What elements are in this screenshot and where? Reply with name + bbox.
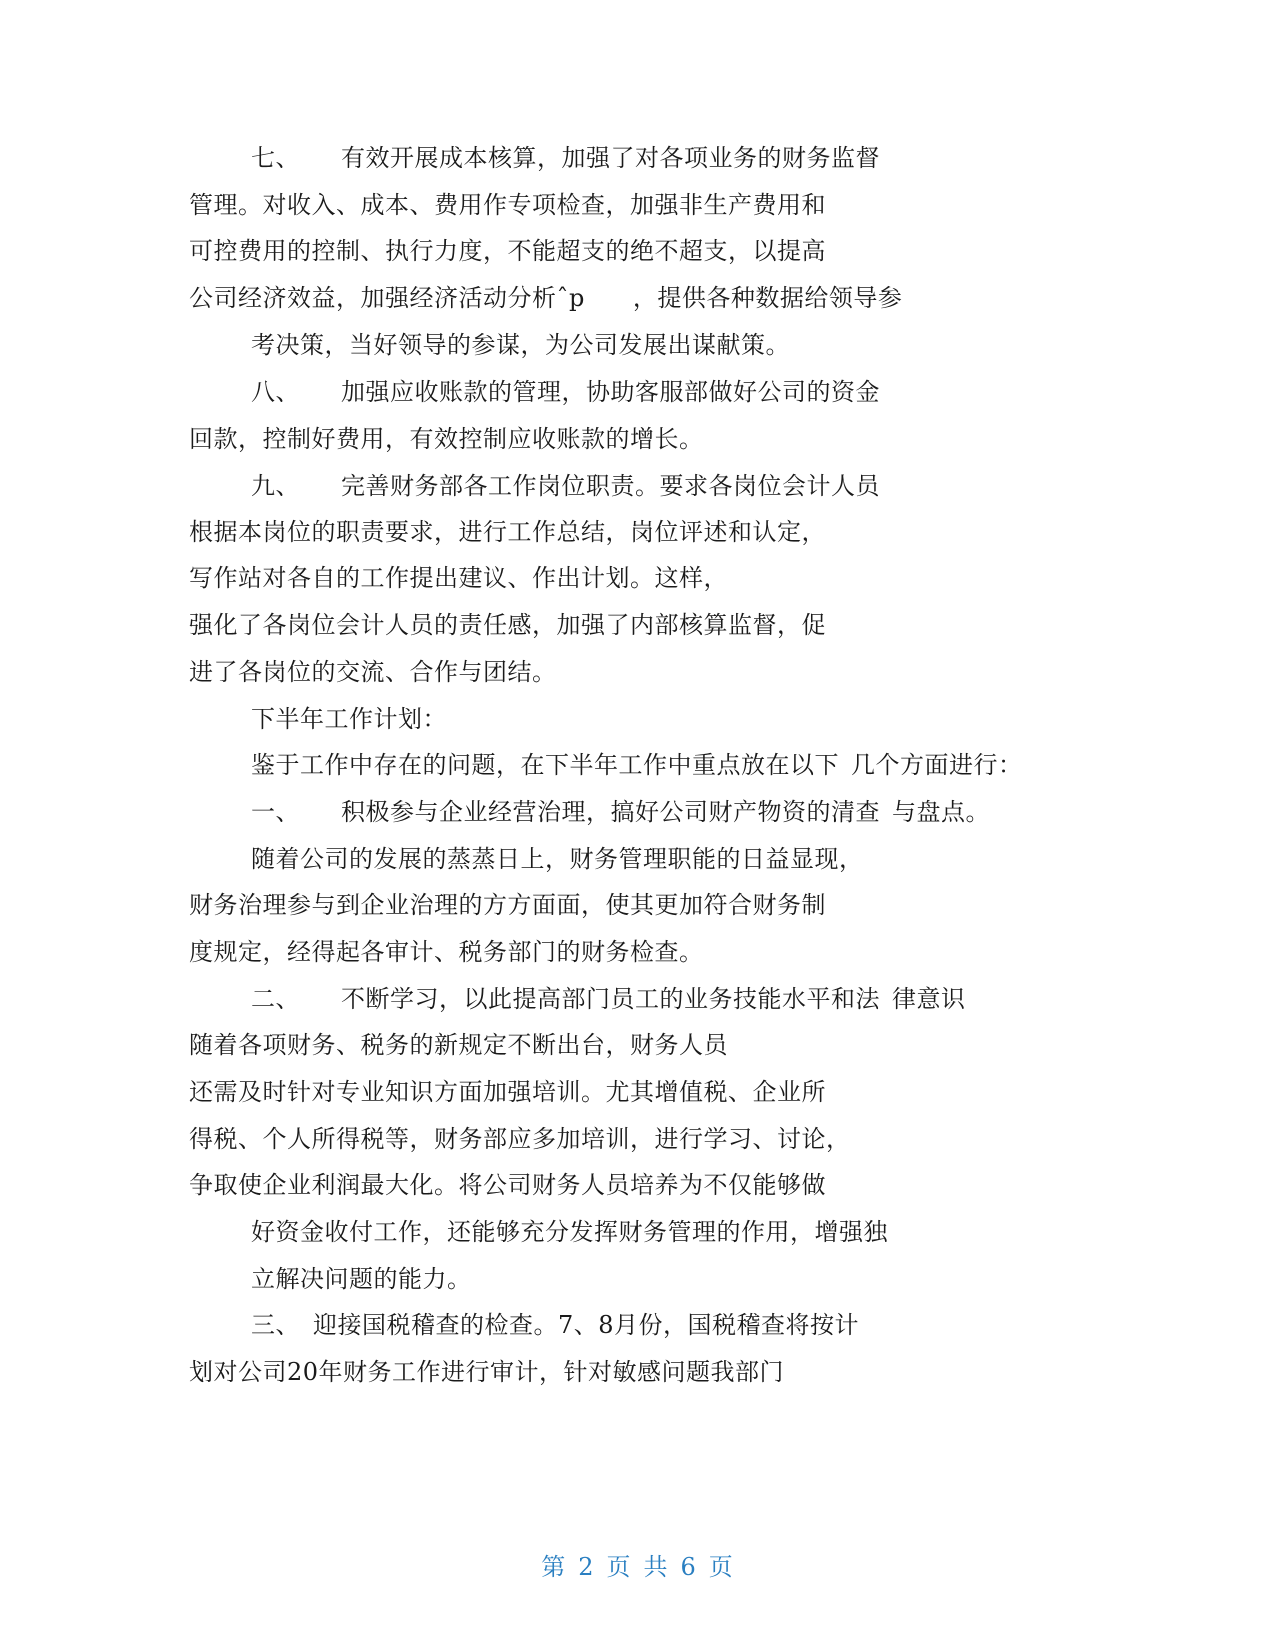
total-page-count: 6 xyxy=(680,1553,697,1581)
paragraph-line xyxy=(189,657,557,687)
line-text: 加强应收账款的管理，协助客服部做好公司的资金 xyxy=(341,378,880,406)
line-text: 进了各岗位的交流、合作与团结。 xyxy=(189,658,557,686)
line-text: 管理。对收入、成本、费用作专项检查，加强非生产费用和 xyxy=(189,191,826,219)
line-text: 不断学习，以此提高部门员工的业务技能水平和法 xyxy=(341,985,880,1013)
paragraph-line xyxy=(251,1264,472,1294)
line-text: 迎接国税稽查的检查。7、8月份，国税稽查将按计 xyxy=(313,1311,860,1339)
line-text: 积极参与企业经营治理，搞好公司财产物资的清查 xyxy=(341,798,880,826)
line-text: 与盘点。 xyxy=(892,798,990,826)
paragraph-line xyxy=(189,1077,826,1107)
line-text: 还需及时针对专业知识方面加强培训。尤其增值税、企业所 xyxy=(189,1078,826,1106)
line-text: 划对公司20年财务工作进行审计，针对敏感问题我部门 xyxy=(189,1358,785,1386)
line-text: 几个方面进行： xyxy=(851,751,1023,779)
line-text: 可控费用的控制、执行力度，不能超支的绝不超支，以提高 xyxy=(189,237,826,265)
paragraph-line xyxy=(251,377,880,407)
line-text: 考决策，当好领导的参谋，为公司发展出谋献策。 xyxy=(251,331,790,359)
section-heading xyxy=(251,704,447,734)
paragraph-line xyxy=(189,190,826,220)
line-text: ，提供各种数据给领导参 xyxy=(632,284,903,312)
line-text: 强化了各岗位会计人员的责任感，加强了内部核算监督，促 xyxy=(189,611,826,639)
paragraph-line xyxy=(251,844,864,874)
paragraph-line xyxy=(251,1310,859,1340)
line-text: 立解决问题的能力。 xyxy=(251,1265,472,1293)
section-number: 三、 xyxy=(251,1311,300,1339)
paragraph-line xyxy=(189,610,826,640)
line-text: 回款，控制好费用，有效控制应收账款的增长。 xyxy=(189,425,704,453)
paragraph-line xyxy=(251,143,880,173)
paragraph-line xyxy=(189,937,704,967)
line-text: 随着各项财务、税务的新规定不断出台，财务人员 xyxy=(189,1031,728,1059)
line-text: 财务治理参与到企业治理的方方面面，使其更加符合财务制 xyxy=(189,891,826,919)
paragraph-line xyxy=(189,283,902,313)
line-text: 得税、个人所得税等，财务部应多加培训，进行学习、讨论， xyxy=(189,1125,851,1153)
paragraph-line xyxy=(189,1170,826,1200)
footer-ye: 页 xyxy=(606,1553,632,1581)
section-number: 二、 xyxy=(251,985,300,1013)
paragraph-line xyxy=(189,563,728,593)
paragraph-line xyxy=(189,1357,784,1387)
line-text: 好资金收付工作，还能够充分发挥财务管理的作用，增强独 xyxy=(251,1218,888,1246)
page-footer xyxy=(0,1547,1275,1582)
line-text: 下半年工作计划： xyxy=(251,705,447,733)
paragraph-line xyxy=(189,890,826,920)
paragraph-line xyxy=(189,1030,728,1060)
paragraph-line xyxy=(251,330,790,360)
paragraph-line xyxy=(251,1217,888,1247)
section-number: 九、 xyxy=(251,472,300,500)
section-number: 一、 xyxy=(251,798,300,826)
line-text: 度规定，经得起各审计、税务部门的财务检查。 xyxy=(189,938,704,966)
paragraph-line xyxy=(251,471,880,501)
line-text: 随着公司的发展的蒸蒸日上，财务管理职能的日益显现， xyxy=(251,845,864,873)
paragraph-line xyxy=(251,797,990,827)
line-text: 完善财务部各工作岗位职责。要求各岗位会计人员 xyxy=(341,472,880,500)
footer-gong: 共 xyxy=(643,1553,669,1581)
line-text: 鉴于工作中存在的问题，在下半年工作中重点放在以下 xyxy=(251,751,839,779)
paragraph-line xyxy=(189,236,826,266)
section-number: 七、 xyxy=(251,144,300,172)
paragraph-line xyxy=(189,424,704,454)
footer-ye: 页 xyxy=(708,1553,734,1581)
paragraph-line xyxy=(251,984,966,1014)
paragraph-line xyxy=(189,1124,851,1154)
line-text: 争取使企业利润最大化。将公司财务人员培养为不仅能够做 xyxy=(189,1171,826,1199)
current-page-number: 2 xyxy=(578,1553,595,1581)
section-number: 八、 xyxy=(251,378,300,406)
line-text: 有效开展成本核算，加强了对各项业务的财务监督 xyxy=(341,144,880,172)
line-text: 律意识 xyxy=(892,985,966,1013)
line-text: 根据本岗位的职责要求，进行工作总结，岗位评述和认定， xyxy=(189,518,826,546)
line-text: 写作站对各自的工作提出建议、作出计划。这样， xyxy=(189,564,728,592)
line-text: 公司经济效益，加强经济活动分析ˆp xyxy=(189,284,585,312)
paragraph-line xyxy=(189,517,826,547)
paragraph-line xyxy=(251,750,1023,780)
footer-di: 第 xyxy=(541,1553,567,1581)
